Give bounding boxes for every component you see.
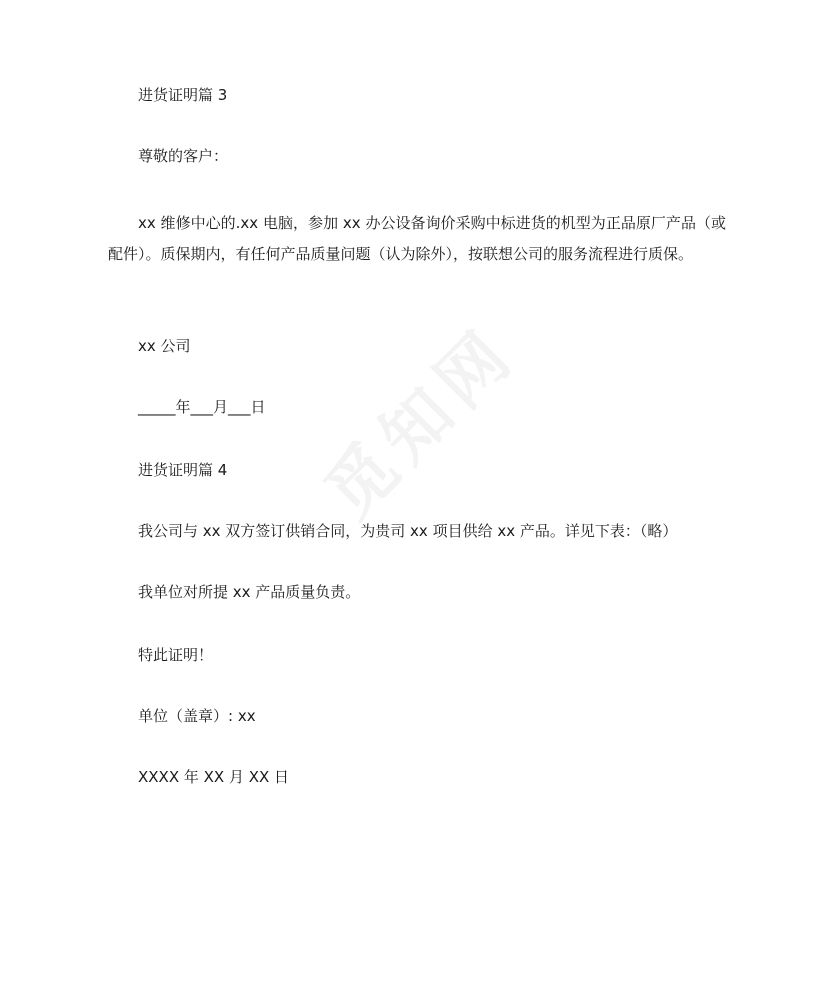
company-signature: xx 公司: [138, 337, 191, 355]
section-heading-4: 进货证明篇 4: [138, 461, 228, 479]
watermark: 觅知网: [310, 312, 532, 534]
certification-statement: 特此证明！: [138, 646, 214, 664]
salutation: 尊敬的客户：: [138, 147, 229, 165]
quality-responsibility-paragraph: 我单位对所提 xx 产品质量负责。: [138, 583, 361, 601]
section-heading-3: 进货证明篇 3: [138, 86, 228, 104]
unit-seal-line: 单位（盖章）: xx: [138, 707, 256, 725]
date-blank-line: _____年___月___日: [138, 398, 266, 416]
body-paragraph: xx 维修中心的.xx 电脑，参加 xx 办公设备询价采购中标进货的机型为正品原厂产品（或配件）。质保期内，有任何产品质量问题（认为除外），按联想公司的服务流程进行质保。: [108, 214, 726, 263]
date-line: XXXX 年 XX 月 XX 日: [138, 768, 290, 786]
supply-contract-paragraph: 我公司与 xx 双方签订供销合同，为贵司 xx 项目供给 xx 产品。详见下表：（略）: [138, 522, 678, 540]
